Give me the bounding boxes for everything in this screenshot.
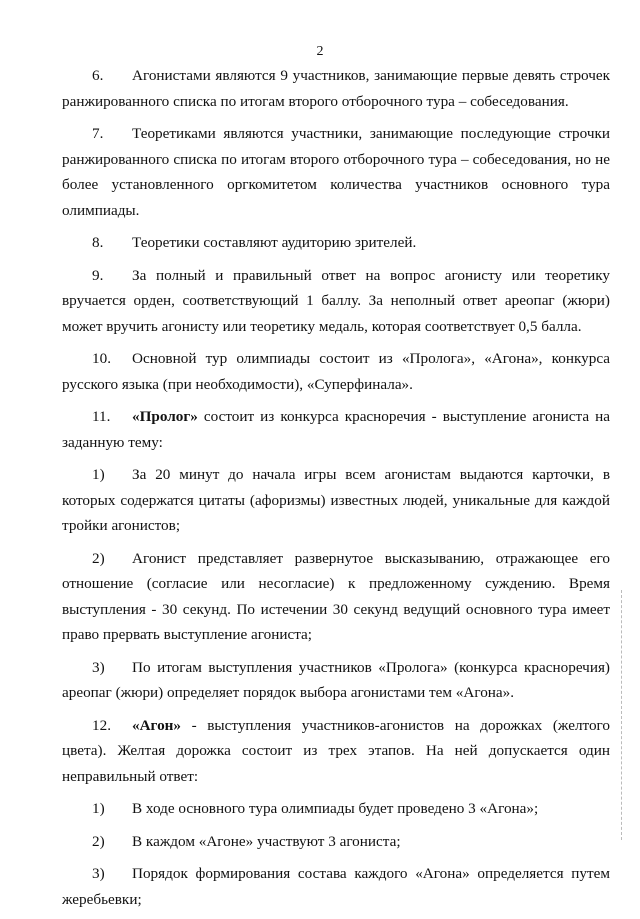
paragraph-11-item-3 [62,655,610,706]
page-number: 2 [316,44,324,59]
paragraph-8 [62,230,610,256]
paragraph-text: Теоретиками являются участники, занимающие последующие строчки ранжированного списка по итогам второго отборочного тура – собеседования, но не более установленного оргкомитетом количества участников основного тура олимпиады. [62,125,610,219]
paragraph-11-item-2 [62,546,610,648]
item-number: 1) [92,800,105,817]
paragraph-11-item-1 [62,462,610,539]
paragraph-12-item-2 [62,829,610,855]
item-text: Агонист представляет развернутое высказыванию, отражающее его отношение (согласие или несогласие) к предложенному суждению. Время выступления - 30 секунд. По истечении 30 секунд ведущий основного тура имеет право прервать выступление агониста; [62,549,610,643]
paragraph-12-item-3 [62,861,610,912]
paragraph-number: 10. [92,350,111,367]
item-text: В каждом «Агоне» участвуют 3 агониста; [132,832,401,850]
paragraph-number: 7. [92,125,104,142]
paragraph-text: Агонистами являются 9 участников, занимающие первые девять строчек ранжированного списка по итогам второго отборочного тура – собеседования. [62,67,610,110]
paragraph-number: 9. [92,266,104,284]
term-prolog: «Пролог» [132,408,198,425]
item-number: 3) [92,658,105,676]
item-text: Порядок формирования состава каждого «Агона» определяется путем жеребьевки; [62,865,610,908]
document-body [62,63,610,919]
paragraph-11 [62,404,610,455]
paragraph-6 [62,63,610,114]
paragraph-9 [62,263,610,340]
paragraph-7 [62,121,610,223]
paragraph-text: - выступления участников-агонистов на дорожках (желтого цвета). Желтая дорожка состоит из трех этапов. На ней допускается один неправильный ответ: [62,716,610,785]
paragraph-text: За полный и правильный ответ на вопрос агонисту или теоретику вручается орден, соответствующий 1 баллу. За неполный ответ ареопаг (жюри) может вручить агонисту или теоретику медаль, которая соответствует 0,5 балла. [62,266,610,335]
paragraph-text: состоит из конкурса красноречия - выступление агониста на заданную тему: [62,408,610,451]
item-number: 3) [92,865,105,882]
item-number: 1) [92,466,105,483]
term-agon: «Агон» [132,716,182,734]
paragraph-12-item-1 [62,796,610,822]
item-text: В ходе основного тура олимпиады будет проведено 3 «Агона»; [132,800,539,817]
item-text: По итогам выступления участников «Пролога» (конкурса красноречия) ареопаг (жюри) определяет порядок выбора агонистами тем «Агона». [62,658,610,701]
paragraph-12 [62,713,610,790]
item-text: За 20 минут до начала игры всем агонистам выдаются карточки, в которых содержатся цитаты (афоризмы) известных людей, уникальные для каждой тройки агонистов; [62,466,610,534]
item-number: 2) [92,832,105,850]
paragraph-10 [62,346,610,397]
item-number: 2) [92,549,105,567]
paragraph-text: Основной тур олимпиады состоит из «Пролога», «Агона», конкурса русского языка (при необходимости), «Суперфинала». [62,350,610,393]
paragraph-number: 12. [92,716,111,734]
paragraph-number: 6. [92,67,104,84]
margin-line [621,590,622,840]
paragraph-text: Теоретики составляют аудиторию зрителей. [132,234,417,251]
paragraph-number: 11. [92,408,111,425]
paragraph-number: 8. [92,234,104,251]
